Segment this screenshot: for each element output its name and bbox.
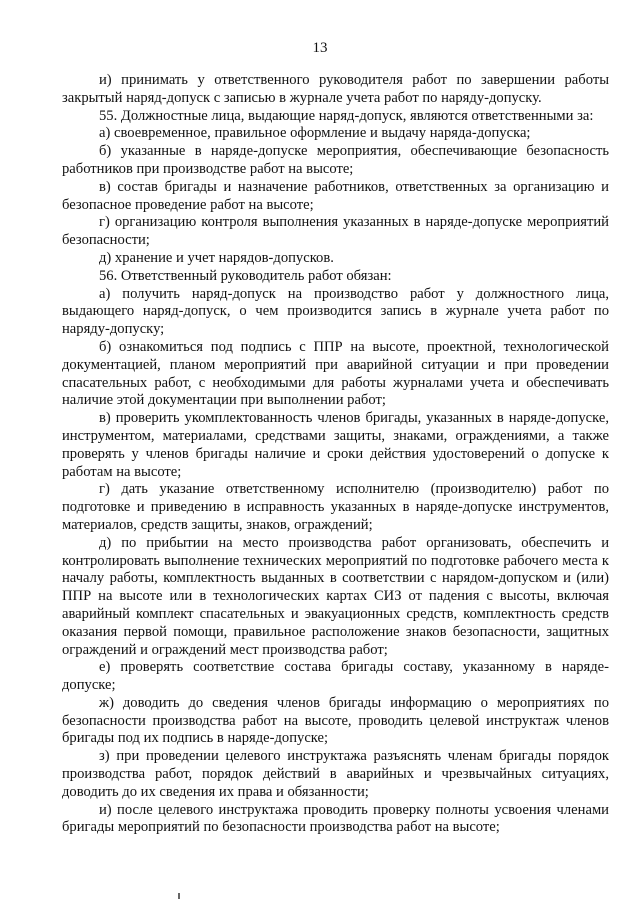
scan-speck [178,893,180,899]
paragraph-55-b: б) указанные в наряде-допуске мероприятия, обеспечивающие безопасность работников при производстве работ на высоте; [62,143,609,177]
page-number: 13 [312,40,328,56]
document-body [62,72,609,837]
paragraph-56-v: в) проверить укомплектованность членов бригады, указанных в наряде-допуске, инструментом, материалами, средствами защиты, знаками, ограждениями, а также проверять у членов бригады наличие и сроки действия удостоверений о допуске к работам на высоте; [62,410,609,480]
paragraph-56-b: б) ознакомиться под подпись с ППР на высоте, проектной, технологической документацией, планом мероприятий при аварийной ситуации и при проведении спасательных работ, с необходимыми для работы журналами учета и обеспечивать наличие этой документации при выполнении работ; [62,338,609,409]
paragraph-56-g: г) дать указание ответственному исполнителю (производителю) работ по подготовке и приведению в исправность указанных в наряде-допуске инструментов, материалов, средств защиты, знаков, ограждений; [62,481,609,533]
paragraph-56: 56. Ответственный руководитель работ обязан: [99,267,392,284]
paragraph-56-z: з) при проведении целевого инструктажа разъяснять членам бригады порядок производства работ, порядок действий в аварийных и чрезвычайных ситуациях, доводить до их сведения их права и обязанности; [62,748,609,800]
paragraph-55-d: д) хранение и учет нарядов-допусков. [99,249,334,266]
paragraph-55-i: и) принимать у ответственного руководителя работ по завершении работы закрытый наряд-допуск с записью в журнале учета работ по наряду-допуску. [62,72,609,106]
paragraph-55: 55. Должностные лица, выдающие наряд-допуск, являются ответственными за: [99,107,594,124]
paragraph-56-d: д) по прибытии на место производства работ организовать, обеспечить и контролировать выполнение технических мероприятий по подготовке рабочего места к началу работы, комплектность выданных в соответствии с нарядом-допуском и (или) ППР на высоте или в технологических картах СИЗ от падения с высоты, включая аварийный комплект спасательных и эвакуационных средств, комплектность средств оказания первой помощи, правильное расположение знаков безопасности, защитных ограждений и ограждений мест производства работ; [62,534,609,658]
paragraph-56-i: и) после целевого инструктажа проводить проверку полноты усвоения членами бригады мероприятий по безопасности производства работ на высоте; [62,801,609,836]
paragraph-56-a: а) получить наряд-допуск на производство работ у должностного лица, выдающего наряд-допуск, о чем производится запись в журнале учета работ по наряду-допуску; [62,285,609,338]
paragraph-55-g: г) организацию контроля выполнения указанных в наряде-допуске мероприятий безопасности; [62,214,609,249]
paragraph-56-zh: ж) доводить до сведения членов бригады информацию о мероприятиях по безопасности производства работ на высоте, проводить целевой инструктаж членов бригады под их подпись в наряде-допуске; [62,694,609,747]
paragraph-55-a: а) своевременное, правильное оформление и выдачу наряда-допуска; [99,125,531,142]
paragraph-55-v: в) состав бригады и назначение работников, ответственных за организацию и безопасное проведение работ на высоте; [62,178,609,213]
paragraph-56-e: е) проверять соответствие состава бригады составу, указанному в наряде-допуске; [62,659,609,694]
